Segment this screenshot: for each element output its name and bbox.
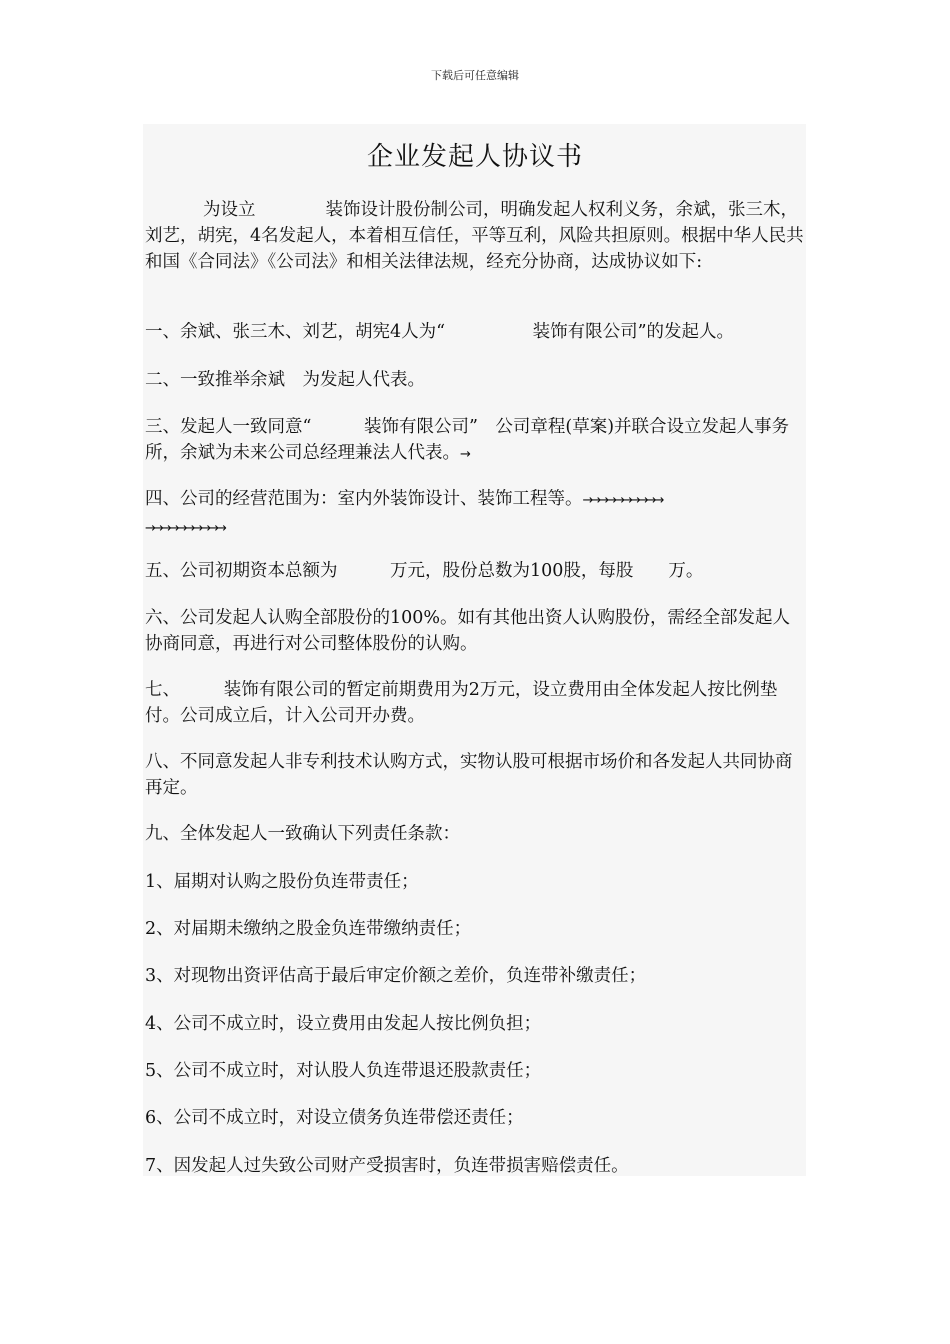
clause-4: 四、公司的经营范围为：室内外装饰设计、装饰工程等。→→→→→→→→→→ →→→→→→→→→→	[145, 489, 662, 536]
document-title: 企业发起人协议书	[366, 142, 583, 172]
liability-item-3: 3、对现物出资评估高于最后审定价额之差价，负连带补缴责任；	[145, 966, 647, 986]
header-note: 下载后可任意编辑	[431, 69, 519, 82]
liability-item-6: 6、公司不成立时，对设立债务负连带偿还责任；	[145, 1108, 524, 1128]
arrow-mark: →	[460, 447, 468, 462]
arrow-mark: →→→→→→→→→→	[582, 493, 662, 508]
clause-7: 七、 装饰有限公司的暂定前期费用为2万元，设立费用由全体发起人按比例垫付。公司成立后，计入公司开办费。	[145, 680, 778, 726]
liability-item-7: 7、因发起人过失致公司财产受损害时，负连带损害赔偿责任。	[145, 1156, 629, 1176]
arrow-mark: →→→→→→→→→→	[145, 521, 224, 536]
clause-8: 八、不同意发起人非专利技术认购方式，实物认股可根据市场价和各发起人共同协商再定。	[145, 752, 793, 798]
clause-2: 二、一致推举余斌 为发起人代表。	[145, 370, 425, 390]
liability-item-2: 2、对届期未缴纳之股金负连带缴纳责任；	[145, 919, 472, 939]
clause-6: 六、公司发起人认购全部股份的100%。如有其他出资人认购股份，需经全部发起人协商同意，再进行对公司整体股份的认购。	[145, 608, 791, 654]
clause-9: 九、全体发起人一致确认下列责任条款：	[145, 824, 460, 844]
liability-item-5: 5、公司不成立时，对认股人负连带退还股款责任；	[145, 1061, 542, 1081]
clause-5: 五、公司初期资本总额为 万元，股份总数为100股，每股 万。	[145, 561, 704, 581]
clause-3: 三、发起人一致同意“ 装饰有限公司” 公司章程(草案)并联合设立发起人事务所，余斌为未来公司总经理兼法人代表。→	[145, 417, 790, 463]
liability-item-4: 4、公司不成立时，设立费用由发起人按比例负担；	[145, 1014, 542, 1034]
liability-item-1: 1、届期对认购之股份负连带责任；	[145, 872, 419, 892]
intro-paragraph: 为设立 装饰设计股份制公司，明确发起人权利义务，余斌，张三木，刘艺，胡宪，4名发起人，本着相互信任，平等互利，风险共担原则。根据中华人民共和国《合同法》《公司法》和相关法律法规，经充分协商，达成协议如下:	[145, 200, 804, 272]
clause-1: 一、余斌、张三木、刘艺，胡宪4人为“ 装饰有限公司”的发起人。	[145, 322, 735, 342]
